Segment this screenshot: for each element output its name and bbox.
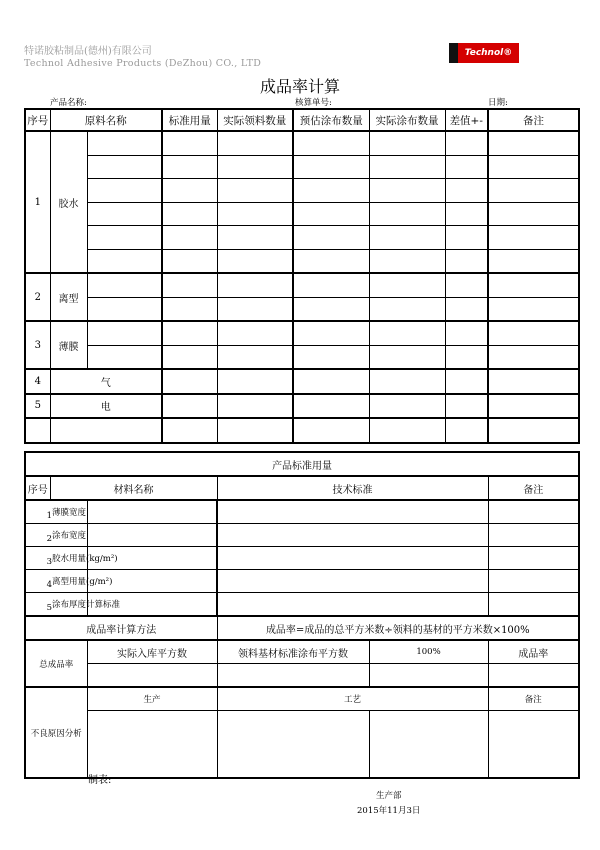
header-material-name: 材料名称 [50,476,217,500]
standard-coating-area-header: 领料基材标准涂布平方数 [217,640,369,664]
yield-rate-header: 成品率 [488,640,579,664]
company-name-cn: 特诺胶粘制品(德州)有限公司 [24,46,152,57]
group-5-name: 电 [50,394,162,419]
defect-production-header: 生产 [87,687,217,711]
header-remarks: 备注 [488,109,579,131]
logo-mark-icon [449,43,458,63]
document-date: 2015年11月3日 [357,806,421,816]
yield-method-label: 成品率计算方法 [25,616,217,640]
technol-logo [449,43,519,63]
section-title: 产品标准用量 [25,452,579,476]
yield-method-formula: 成品率=成品的总平方米数÷领料的基材的平方米数×100% [217,616,579,640]
logo-text: Technol® [464,48,513,58]
header-actual-requisition: 实际领料数量 [217,109,293,131]
standard-row-4-material: 4离型用量(g/m²) [25,570,87,593]
total-yield-label: 总成品率 [25,640,87,687]
standard-row-1-material: 1薄膜宽度 [25,500,87,524]
group-3-number: 3 [25,321,50,369]
company-name-en: Technol Adhesive Products (DeZhou) CO., LTD [24,58,262,69]
product-name-label: 产品名称: [50,98,87,108]
defect-analysis-label: 不良原因分析 [25,687,87,778]
group-3-name: 薄膜 [50,321,87,369]
group-2-number: 2 [25,273,50,321]
group-1-number: 1 [25,131,50,273]
group-5-number: 5 [25,394,50,419]
header-material-name: 原料名称 [50,109,162,131]
defect-process-header: 工艺 [217,687,488,711]
group-4-number: 4 [25,369,50,394]
header-estimated-coating: 预估涂布数量 [293,109,369,131]
header-actual-coating: 实际涂布数量 [369,109,445,131]
group-2-name: 离型 [50,273,87,321]
header-technical-standard: 技术标准 [217,476,488,500]
yield-calculation-table [24,108,580,444]
standard-row-5-material: 5涂布厚度计算标准 [25,593,87,617]
order-number-label: 核算单号: [295,98,332,108]
header-seq: 序号 [25,476,50,500]
standard-row-2-material: 2涂布宽度 [25,524,87,547]
percent-100-header: 100% [369,640,488,664]
department-label: 生产部 [376,791,402,801]
actual-stock-area-header: 实际入库平方数 [87,640,217,664]
standard-row-3-material: 3胶水用量(kg/m²) [25,547,87,570]
header-remarks: 备注 [488,476,579,500]
page-title: 成品率计算 [259,77,340,96]
defect-remarks-header: 备注 [488,687,579,711]
header-seq: 序号 [25,109,50,131]
group-4-name: 气 [50,369,162,394]
group-1-name: 胶水 [50,131,87,273]
prepared-by-label: 制表: [88,775,112,786]
header-standard-usage: 标准用量 [162,109,217,131]
date-label: 日期: [488,98,508,108]
standard-usage-table [24,451,580,779]
header-difference: 差值+- [445,109,488,131]
